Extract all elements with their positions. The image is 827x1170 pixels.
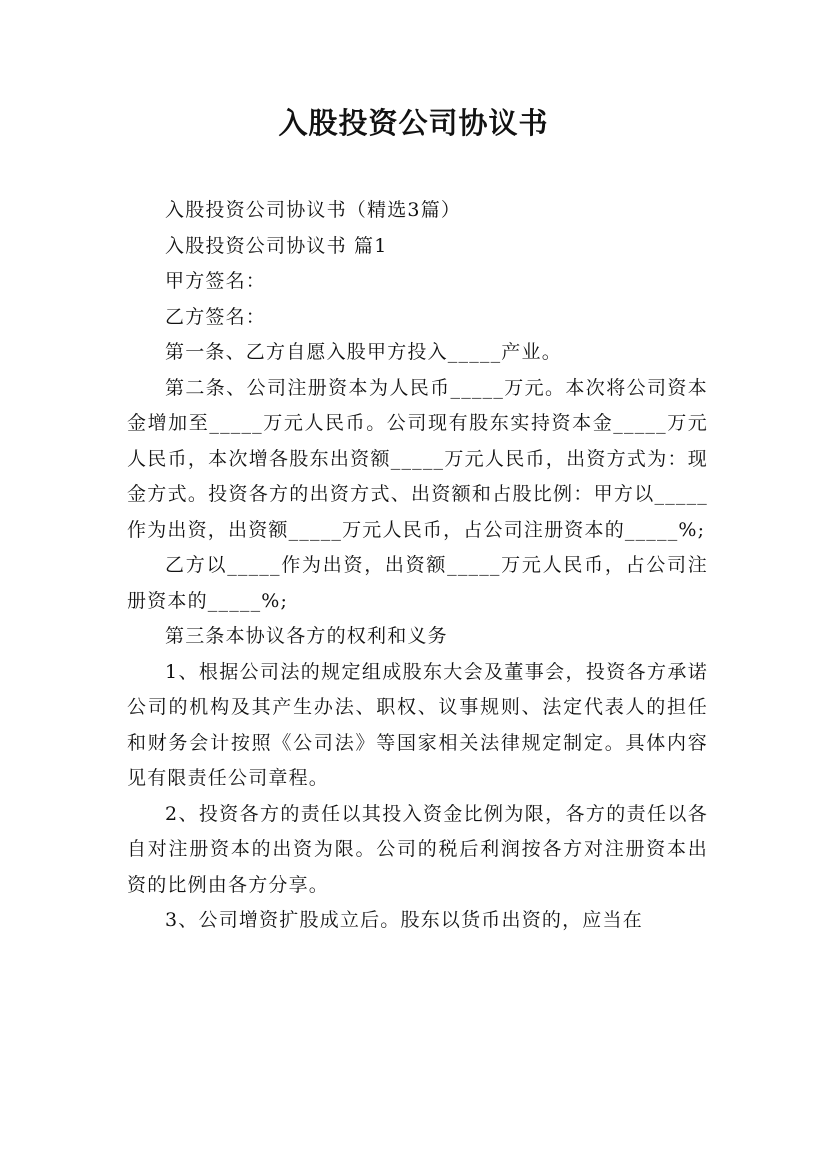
paragraph: 第二条、公司注册资本为人民币_____万元。本次将公司资本金增加至_____万元人民币。公司现有股东实持资本金_____万元人民币，本次增各股东出资额_____万元人民币，出资方式为：现金方式。投资各方的出资方式、出资额和占股比例：甲方以_____作为出资，出资额_____万元人民币，占公司注册资本的_____%; [127,376,708,541]
paragraph: 1、根据公司法的规定组成股东大会及董事会，投资各方承诺公司的机构及其产生办法、职权、议事规则、法定代表人的担任和财务会计按照《公司法》等国家相关法律规定制定。具体内容见有限责任公司章程。 [127,660,708,789]
document-title: 入股投资公司协议书 [278,106,549,140]
document-body [127,193,708,939]
paragraph: 乙方签名： [165,305,267,328]
paragraph: 入股投资公司协议书（精选3篇） [165,199,462,221]
paragraph: 3、公司增资扩股成立后。股东以货币出资的，应当在 [165,909,643,931]
paragraph: 入股投资公司协议书 篇1 [165,234,388,257]
paragraph: 第三条本协议各方的权利和义务 [165,625,448,647]
paragraph: 第一条、乙方自愿入股甲方投入_____产业。 [165,341,562,363]
paragraph: 2、投资各方的责任以其投入资金比例为限，各方的责任以各自对注册资本的出资为限。公司的税后利润按各方对注册资本出资的比例由各方分享。 [127,802,708,896]
paragraph: 乙方以_____作为出资，出资额_____万元人民币，占公司注册资本的_____%; [127,554,708,612]
paragraph: 甲方签名： [165,270,267,292]
